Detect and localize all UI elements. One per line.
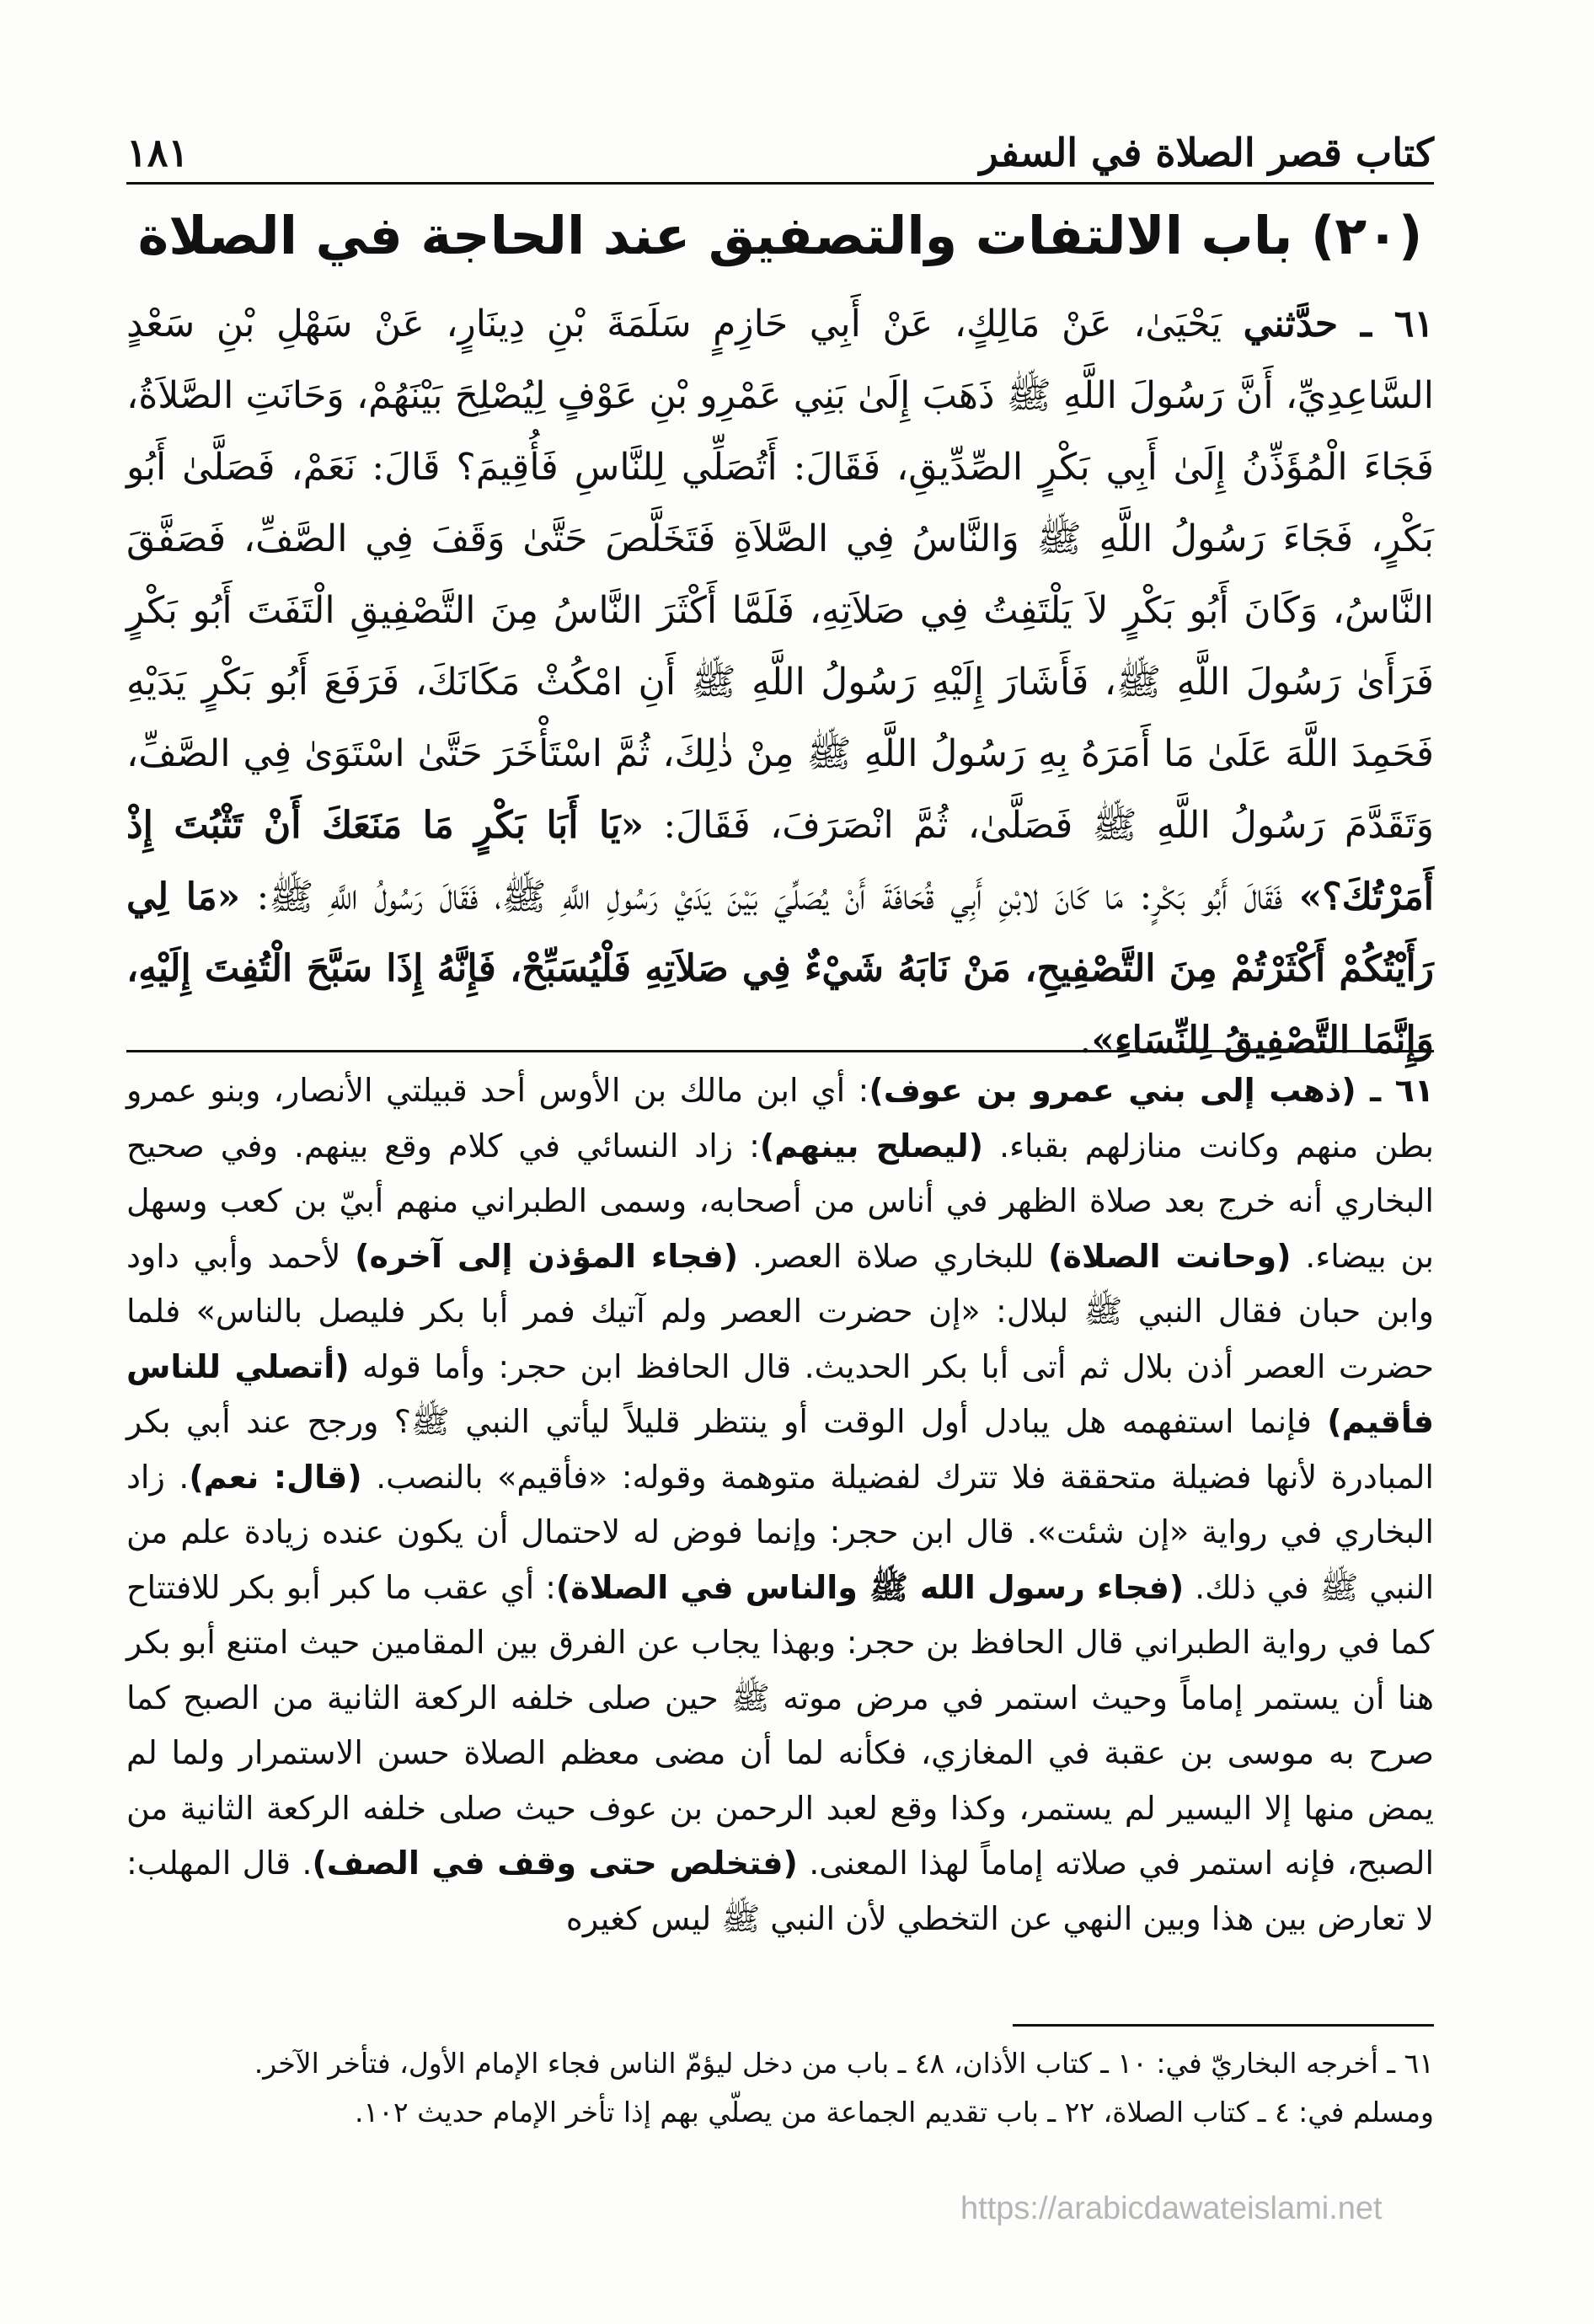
commentary-text-4: لأحمد وأبي داود وابن حبان فقال النبي ﷺ لبلال: «إن حضرت العصر ولم آتيك فمر أبا بكر فليصل بالناس» فلما حضرت العصر أذن بلال ثم أتى أبا بكر الحديث. قال الحافظ ابن حجر: وأما قوله bbox=[126, 1237, 1435, 1385]
commentary-lemma-4: (فجاء المؤذن إلى آخره) bbox=[355, 1237, 739, 1275]
footnotes bbox=[126, 2039, 1434, 2137]
commentary-lemma-1: ٦١ ـ (ذهب إلى بني عمرو بن عوف) bbox=[869, 1072, 1434, 1109]
commentary-text-6: . زاد البخاري في رواية «إن شئت». قال ابن حجر: وإنما فوض له لاحتمال أن يكون عنده زيادة علم من النبي ﷺ في ذلك. bbox=[126, 1458, 1435, 1606]
commentary bbox=[126, 1063, 1434, 1946]
commentary-text-2: : زاد النسائي في كلام وقع بينهم. وفي صحيح البخاري أنه خرج بعد صلاة الظهر في أناس من أصحابه، وسمى الطبراني منهم أبيّ بن كعب وسهل بن بيضاء. bbox=[126, 1127, 1434, 1275]
commentary-lemma-7: (فجاء رسول الله ﷺ والناس في الصلاة) bbox=[555, 1568, 1185, 1606]
commentary-text-5: فإنما استفهمه هل يبادل أول الوقت أو ينتظر قليلاً ليأتي النبي ﷺ؟ ورجح عند أبي بكر المبادرة لأنها فضيلة متحققة فلا تترك لفضيلة متوهمة وقوله: «فأقيم» بالنصب. bbox=[126, 1403, 1434, 1496]
hadith-number: ٦١ ـ حدَّثني bbox=[1243, 303, 1434, 345]
running-header bbox=[126, 99, 1434, 185]
commentary-separator bbox=[126, 1050, 1434, 1052]
page-number: ١٨١ bbox=[126, 130, 190, 175]
commentary-text-8: . قال المهلب: لا تعارض بين هذا وبين النهي عن التخطي لأن النبي ﷺ ليس كغيره bbox=[126, 1845, 1434, 1937]
chapter-heading: (٢٠) باب الالتفات والتصفيق عند الحاجة في الصلاة bbox=[137, 205, 1423, 266]
prophet-saying-2: «مَا لِي رَأَيْتُكُمْ أَكْثَرْتُمْ مِنَ التَّصْفِيحِ، مَنْ نَابَهُ شَيْءٌ فِي صَلاَتِهِ فَلْيُسَبِّحْ، فَإِنَّهُ إِذَا سَبَّحَ الْتُفِتَ إِلَيْهِ، وَإِنَّمَا التَّصْفِيقُ لِلنِّسَاءِ» bbox=[126, 876, 1434, 1062]
commentary-lemma-3: (وحانت الصلاة) bbox=[1048, 1237, 1292, 1275]
commentary-lemma-6: (قال: نعم) bbox=[189, 1458, 362, 1496]
commentary-text-3: للبخاري صلاة العصر. bbox=[738, 1237, 1049, 1275]
commentary-text-1: : أي ابن مالك بن الأوس أحد قبيلتي الأنصار، وبنو عمرو بطن منهم وكانت منازلهم بقباء. bbox=[126, 1072, 1435, 1165]
footnote-line-1: ٦١ ـ أخرجه البخاريّ في: ١٠ ـ كتاب الأذان، ٤٨ ـ باب من دخل ليؤمّ الناس فجاء الإمام الأول، فتأخر الآخر. bbox=[254, 2047, 1434, 2080]
commentary-lemma-5: (أتصلي للناس فأقيم) bbox=[126, 1347, 1434, 1440]
commentary-lemma-2: (ليصلح بينهم) bbox=[759, 1127, 984, 1165]
watermark-url: https://arabicdawateislami.net bbox=[960, 2191, 1383, 2226]
hadith-end: . bbox=[1079, 1019, 1092, 1062]
commentary-lemma-8: (فتخلص حتى وقف في الصف) bbox=[312, 1845, 798, 1882]
footnote-line-2: ومسلم في: ٤ ـ كتاب الصلاة، ٢٢ ـ باب تقديم الجماعة من يصلّي بهم إذا تأخر الإمام حديث ١٠٢. bbox=[354, 2096, 1434, 2129]
book-title: كتاب قصر الصلاة في السفر bbox=[979, 130, 1434, 175]
hadith-part-2: فَقَالَ أَبُو بَكْرٍ: مَا كَانَ لابْنِ أَبِي قُحَافَةَ أَنْ يُصَلِّيَ بَيْنَ يَدَيْ رَسُولِ اللَّهِ ﷺ، فَقَالَ رَسُولُ اللَّهِ ﷺ: bbox=[240, 876, 1299, 918]
footnote-separator bbox=[1013, 2024, 1434, 2027]
prophet-saying-1: «يَا أَبَا بَكْرٍ مَا مَنَعَكَ أَنْ تَثْبُتَ إِذْ أَمَرْتُكَ؟» bbox=[126, 804, 1435, 918]
hadith-part-1: يَحْيَىٰ، عَنْ مَالِكٍ، عَنْ أَبِي حَازِمٍ سَلَمَةَ بْنِ دِينَارٍ، عَنْ سَهْلِ بْنِ سَعْدٍ السَّاعِدِيِّ، أَنَّ رَسُولَ اللَّهِ ﷺ ذَهَبَ إِلَىٰ بَنِي عَمْرِو بْنِ عَوْفٍ لِيُصْلِحَ بَيْنَهُمْ، وَحَانَتِ الصَّلاَةُ، فَجَاءَ الْمُؤَذِّنُ إِلَىٰ أَبِي بَكْرٍ الصِّدِّيقِ، فَقَالَ: أَتُصَلِّي لِلنَّاسِ فَأُقِيمَ؟ قَالَ: نَعَمْ، فَصَلَّىٰ أَبُو بَكْرٍ، فَجَاءَ رَسُولُ اللَّهِ ﷺ وَالنَّاسُ فِي الصَّلاَةِ فَتَخَلَّصَ حَتَّىٰ وَقَفَ فِي الصَّفِّ، فَصَفَّقَ النَّاسُ، وَكَانَ أَبُو بَكْرٍ لاَ يَلْتَفِتُ فِي صَلاَتِهِ، فَلَمَّا أَكْثَرَ النَّاسُ مِنَ التَّصْفِيقِ الْتَفَتَ أَبُو بَكْرٍ فَرَأَىٰ رَسُولَ اللَّهِ ﷺ، فَأَشَارَ إِلَيْهِ رَسُولُ اللَّهِ ﷺ أَنِ امْكُثْ مَكَانَكَ، فَرَفَعَ أَبُو بَكْرٍ يَدَيْهِ فَحَمِدَ اللَّهَ عَلَىٰ مَا أَمَرَهُ بِهِ رَسُولُ اللَّهِ ﷺ مِنْ ذٰلِكَ، ثُمَّ اسْتَأْخَرَ حَتَّىٰ اسْتَوَىٰ فِي الصَّفِّ، وَتَقَدَّمَ رَسُولُ اللَّهِ ﷺ فَصَلَّىٰ، ثُمَّ انْصَرَفَ، فَقَالَ: bbox=[126, 303, 1434, 847]
hadith-text bbox=[126, 288, 1434, 1076]
commentary-text-7: : أي عقب ما كبر أبو بكر للافتتاح كما في رواية الطبراني قال الحافظ بن حجر: وبهذا يجاب عن الفرق بين المقامين حيث امتنع أبو بكر هنا أن يستمر إماماً وحيث استمر في مرض موته ﷺ حين صلى خلفه الركعة الثانية من الصبح كما صرح به موسى بن عقبة في المغازي، فكأنه لما أن مضى معظم الصلاة حسن الاستمرار ولما لم يمض منها إلا اليسير لم يستمر، وكذا وقع لعبد الرحمن بن عوف حيث صلى خلفه الركعة الثانية من الصبح، فإنه استمر في صلاته إماماً لهذا المعنى. bbox=[126, 1568, 1434, 1882]
